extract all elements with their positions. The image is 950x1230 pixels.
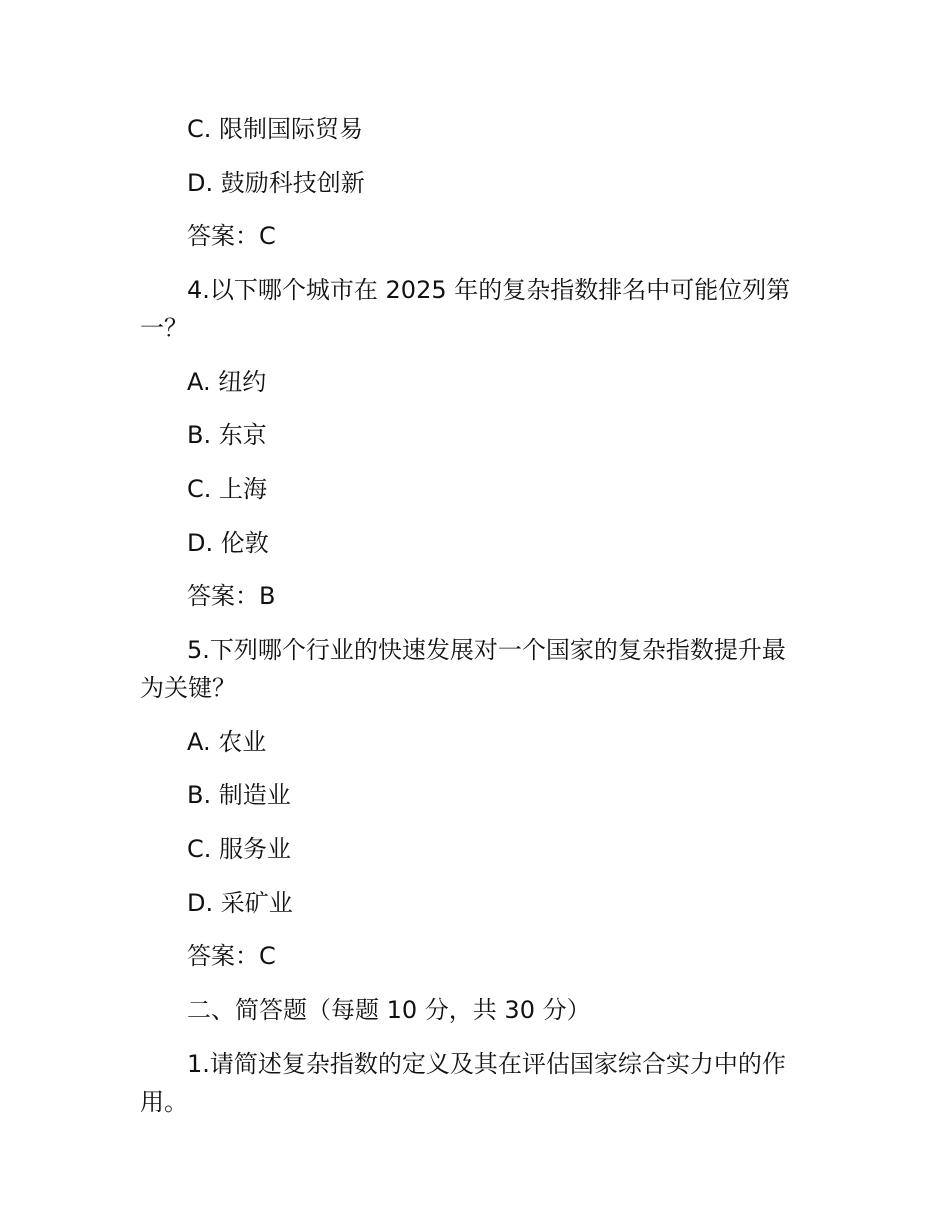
section2-q1-line1: 1.请简述复杂指数的定义及其在评估国家综合实力中的作 xyxy=(187,1050,786,1078)
q5-option-d: D. 采矿业 xyxy=(187,889,293,917)
q4-option-c: C. 上海 xyxy=(187,475,268,503)
q5-option-a: A. 农业 xyxy=(187,728,267,756)
q5-answer: 答案：C xyxy=(187,942,276,970)
q5-question-line2: 为关键？ xyxy=(140,674,236,702)
section2-q1-line2: 用。 xyxy=(140,1088,188,1116)
q4-answer: 答案：B xyxy=(187,582,276,610)
q4-option-d: D. 伦敦 xyxy=(187,529,269,557)
q3-option-c: C. 限制国际贸易 xyxy=(187,115,364,143)
q3-option-d: D. 鼓励科技创新 xyxy=(187,169,365,197)
q4-option-a: A. 纽约 xyxy=(187,368,267,396)
section2-heading: 二、简答题（每题 10 分，共 30 分） xyxy=(187,996,591,1024)
q4-question-line1: 4.以下哪个城市在 2025 年的复杂指数排名中可能位列第 xyxy=(187,276,791,304)
q5-option-c: C. 服务业 xyxy=(187,835,292,863)
q5-question-line1: 5.下列哪个行业的快速发展对一个国家的复杂指数提升最 xyxy=(187,636,786,664)
q5-option-b: B. 制造业 xyxy=(187,781,291,809)
q4-option-b: B. 东京 xyxy=(187,421,267,449)
q4-question-line2: 一？ xyxy=(140,314,188,342)
q3-answer: 答案：C xyxy=(187,222,276,250)
